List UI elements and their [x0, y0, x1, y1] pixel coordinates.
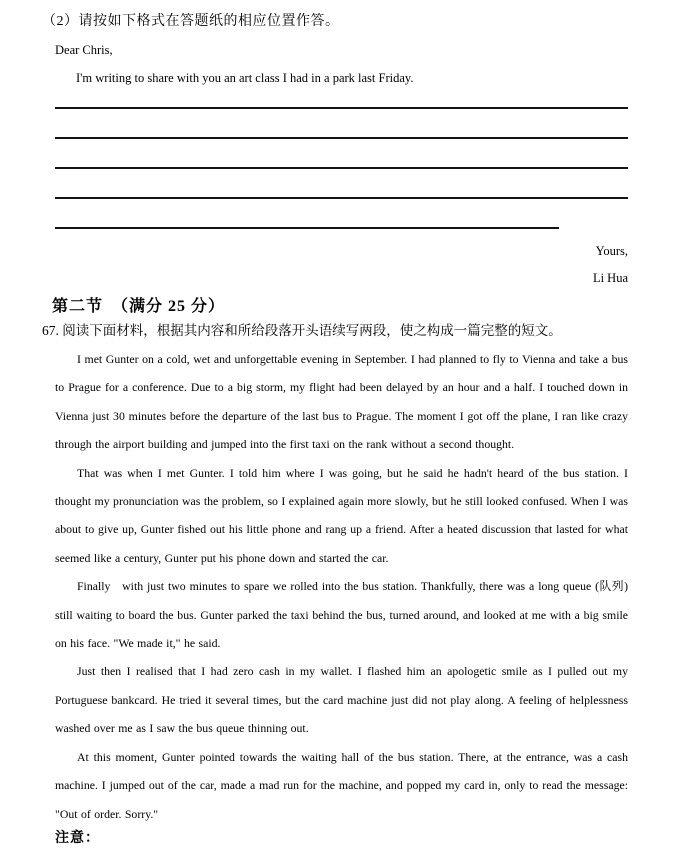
letter-signature: Li Hua: [592, 271, 628, 285]
letter-opening-sentence: I'm writing to share with you an art class I had in a park last Friday.: [76, 71, 414, 85]
notice-label: 注意：: [55, 830, 100, 846]
question-67-intro: 67. 阅读下面材料，根据其内容和所给段落开头语续写两段，使之构成一篇完整的短文。: [42, 323, 562, 338]
passage-paragraph: I met Gunter on a cold, wet and unforgettable evening in September. I had planned to fly to Vienna and take a bus to Prague for a conference. Due to a big storm, my flight had been delayed by an hour and a half. I touched down in Vienna just 30 minutes before the departure of the last bus to Prague. The moment I got off the plane, I ran like crazy through the airport building and jumped into the first taxi on the rank without a second thought.: [55, 352, 628, 452]
passage-paragraph: Just then I realised that I had zero cash in my wallet. I flashed him an apologetic smile as I pulled out my Portuguese bankcard. He tried it several times, but the card machine just did not play along. A feeling of helplessness washed over me as I saw the bus queue thinning out.: [55, 664, 628, 736]
passage-paragraph: That was when I met Gunter. I told him where I was going, but he said he hadn't heard of the bus station. I thought my pronunciation was the problem, so I explained again more slowly, but he still looked confused. When I was about to give up, Gunter fished out his little phone and rang up a friend. After a heated discussion that lasted for what seemed like a century, Gunter put his phone down and started the car.: [55, 465, 628, 565]
reading-passage: [55, 345, 628, 828]
writing-line: [55, 199, 559, 229]
letter-closing: Yours,: [595, 244, 628, 258]
passage-paragraph: Finally with just two minutes to spare we rolled into the bus station. Thankfully, there was a long queue (队列) still waiting to board the bus. Gunter parked the taxi behind the bus, turned around, and looked at me with a big smile on his face. "We made it," he said.: [55, 579, 628, 651]
writing-line: [55, 109, 628, 139]
answer-writing-lines: [55, 87, 628, 229]
writing-line: [55, 87, 628, 109]
format-instruction-line: （2）请按如下格式在答题纸的相应位置作答。: [42, 14, 340, 29]
writing-line: [55, 169, 628, 199]
letter-salutation: Dear Chris,: [55, 43, 113, 57]
section-header: 第二节 （满分 25 分）: [52, 298, 226, 315]
passage-paragraph: At this moment, Gunter pointed towards the waiting hall of the bus station. There, at the entrance, was a cash machine. I jumped out of the car, made a mad run for the machine, and popped my card in, only to read the message: "Out of order. Sorry.": [55, 749, 628, 821]
writing-line: [55, 139, 628, 169]
